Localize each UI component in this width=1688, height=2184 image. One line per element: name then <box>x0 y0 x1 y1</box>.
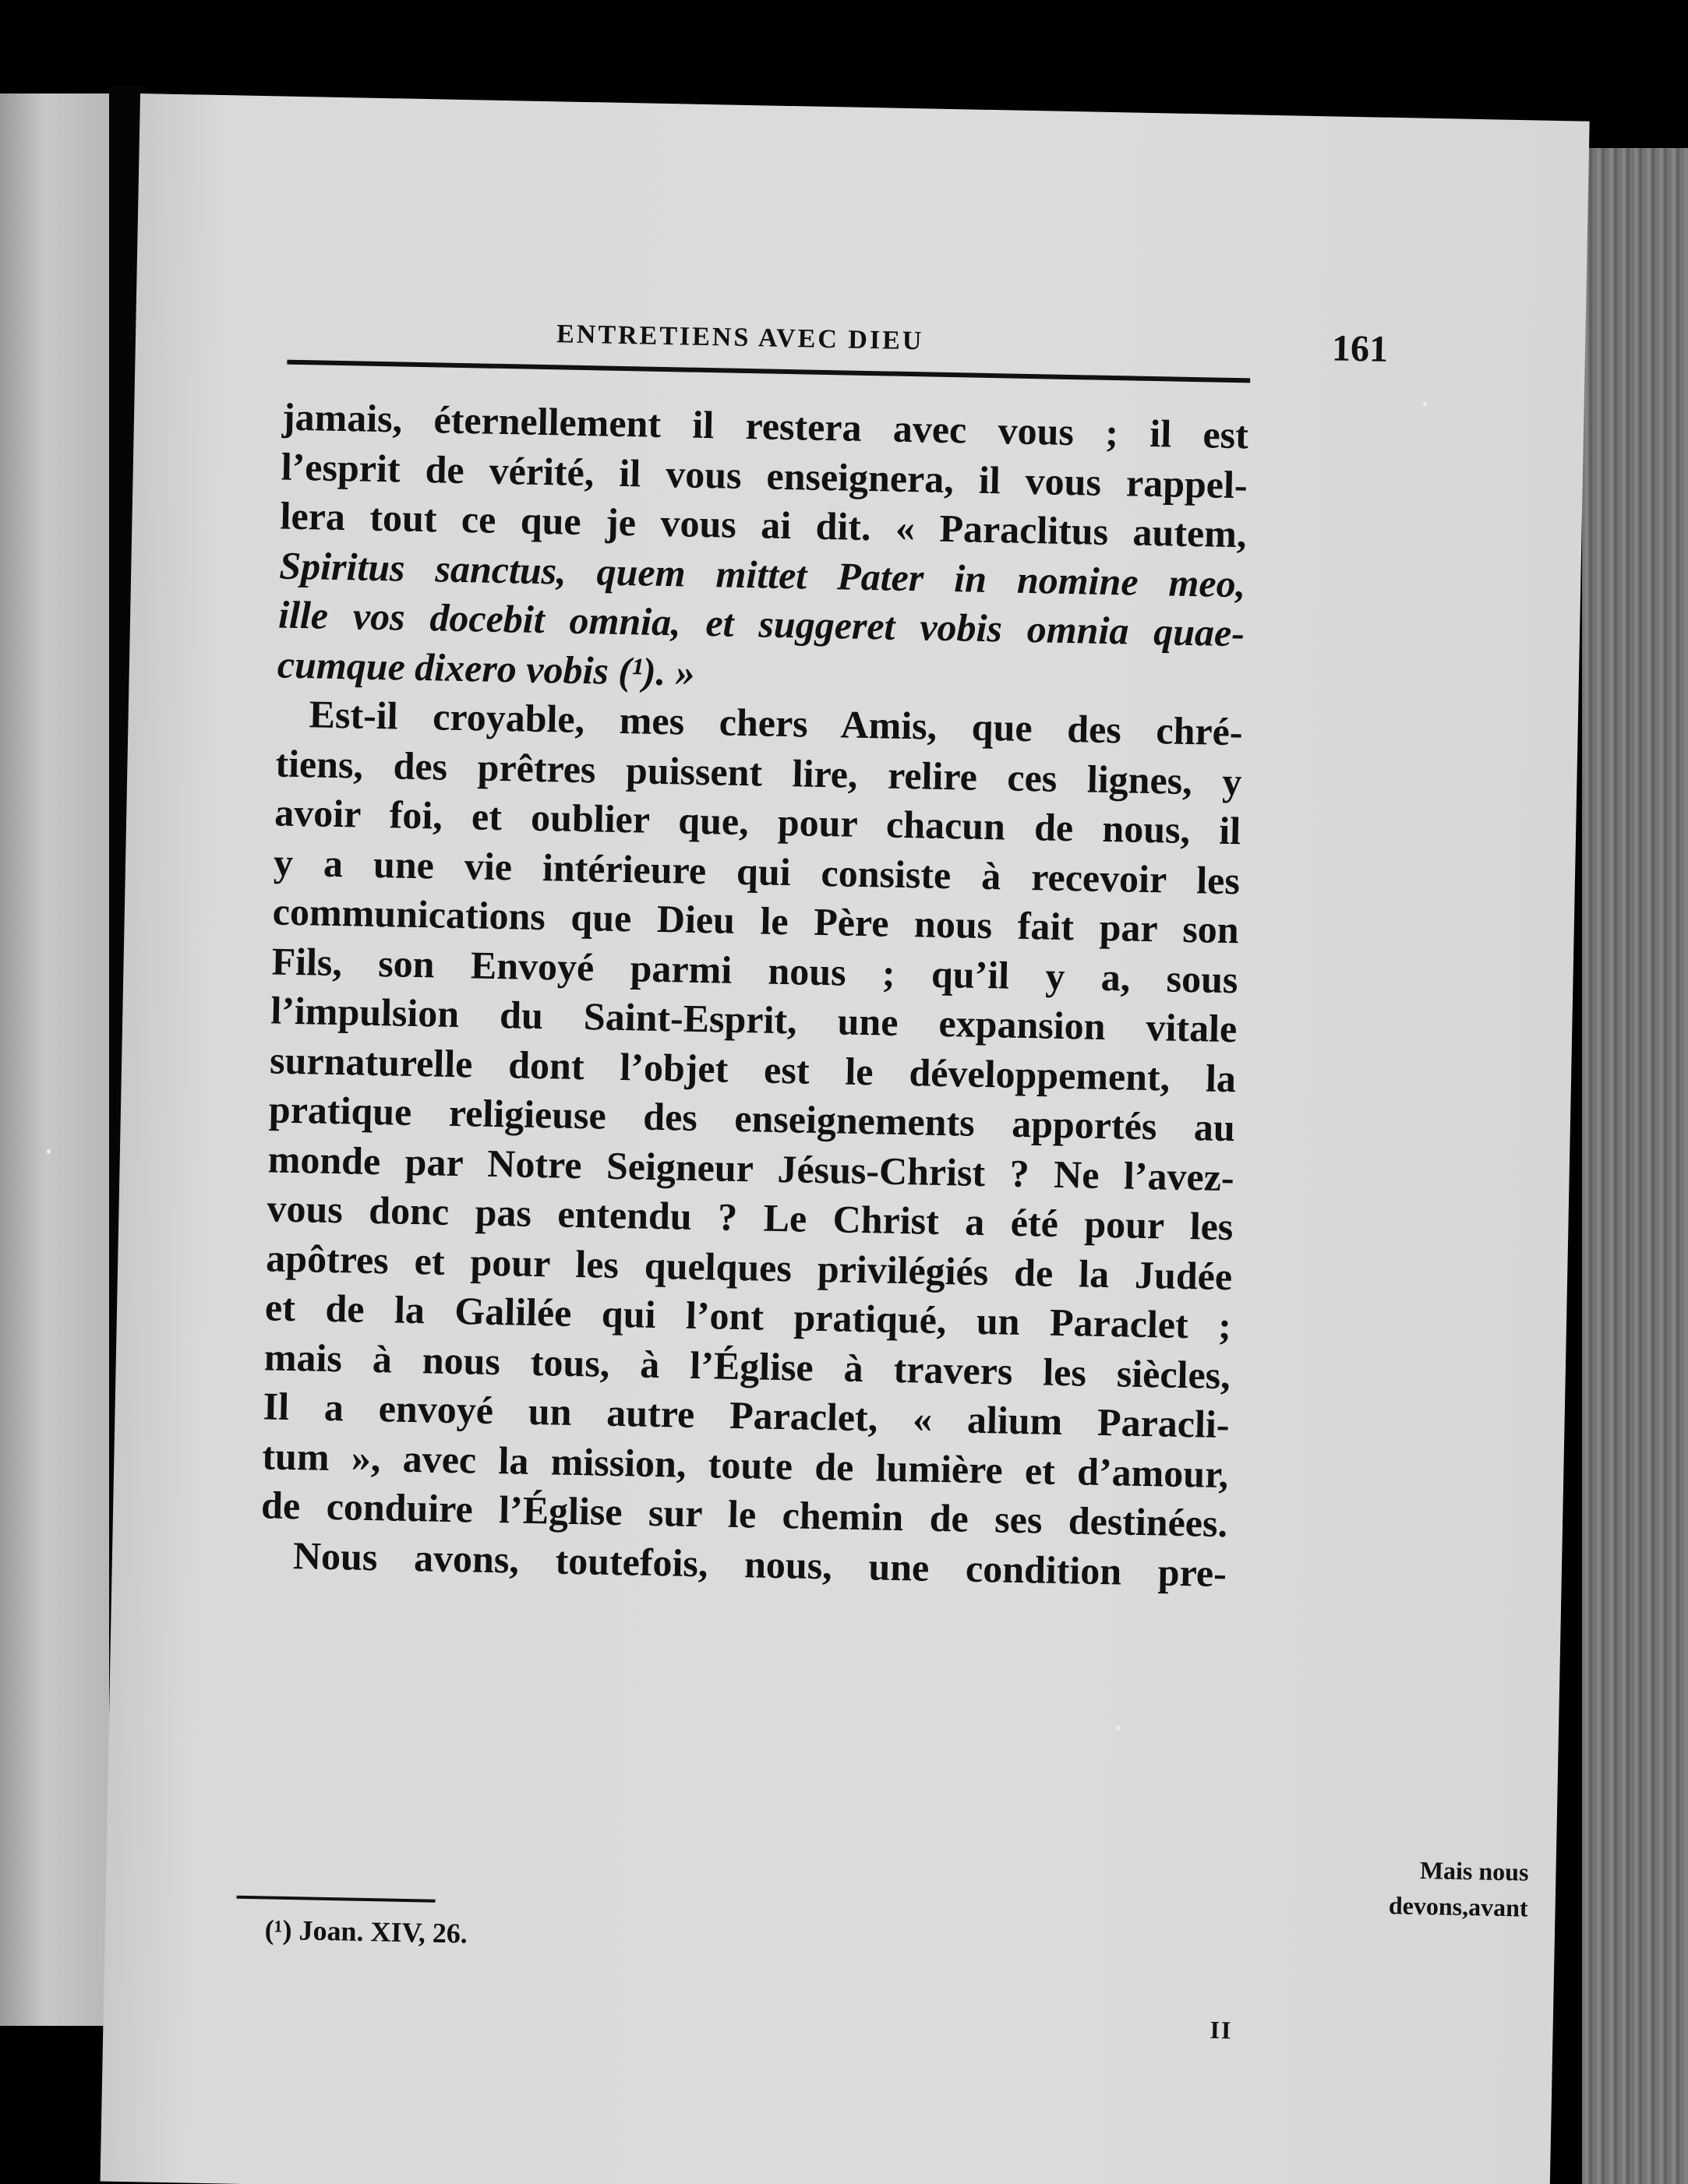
text-line: communications que Dieu le Père nous fait par son <box>272 889 1240 952</box>
text-line: Est-il croyable, mes chers Amis, que des chré- <box>309 692 1244 754</box>
text-line: apôtres et pour les quelques privilégiés de la Judée <box>265 1235 1233 1298</box>
page-number: 161 <box>1331 327 1389 370</box>
running-head: ENTRETIENS AVEC DIEU <box>556 319 924 356</box>
text-line: pratique religieuse des enseignements apportés au <box>268 1087 1236 1150</box>
scan-speck <box>47 1149 51 1154</box>
text-line: Il a envoyé un autre Paraclet, « alium Paracli- <box>263 1384 1231 1447</box>
scan-speck <box>1116 1726 1120 1731</box>
text-line: vous donc pas entendu ? Le Christ a été pour les <box>267 1186 1234 1249</box>
text-line: surnaturelle dont l’objet est le développement, la <box>269 1037 1237 1100</box>
footnote: (¹) Joan. XIV, 26. <box>264 1914 468 1949</box>
text-line: jamais, éternellement il restera avec vous ; il est <box>281 394 1249 457</box>
margin-note <box>1309 1850 1529 1925</box>
margin-note-line: Mais nous <box>1419 1855 1529 1886</box>
text-line-latin: cumque dixero vobis (¹). » <box>277 642 696 694</box>
text-line: Nous avons, toutefois, nous, une condition pre- <box>292 1533 1227 1595</box>
text-line: l’impulsion du Saint-Esprit, une expansion vitale <box>270 988 1238 1051</box>
book-page <box>101 93 1590 2184</box>
text-line: l’esprit de vérité, il vous enseignera, il vous rappel- <box>281 444 1248 506</box>
text-line-latin: ille vos docebit omnia, et suggeret vobis omnia quae- <box>277 592 1245 655</box>
text-line: lera tout ce que je vous ai dit. « Paraclitus autem, <box>280 493 1247 556</box>
text-line: tiens, des prêtres puissent lire, relire ces lignes, y <box>275 740 1242 803</box>
text-line: et de la Galilée qui l’ont pratiqué, un Paraclet ; <box>264 1285 1232 1348</box>
text-line: tum », avec la mission, toute de lumière et d’amour, <box>261 1433 1229 1496</box>
text-line: de conduire l’Église sur le chemin de ses destinées. <box>260 1483 1228 1546</box>
text-line-latin: Spiritus sanctus, quem mittet Pater in nomine meo, <box>278 543 1246 605</box>
text-line: Fils, son Envoyé parmi nous ; qu’il y a, sous <box>271 938 1238 1001</box>
text-line: avoir foi, et oublier que, pour chacun de nous, il <box>274 790 1241 853</box>
text-line: mais à nous tous, à l’Église à travers les siècles, <box>263 1334 1231 1397</box>
body-text <box>260 393 1248 1599</box>
signature-mark: II <box>1209 2015 1233 2045</box>
margin-note-line: devons,avant <box>1388 1891 1528 1922</box>
footnote-rule <box>237 1896 436 1903</box>
text-line: y a une vie intérieure qui consiste à recevoir les <box>273 839 1241 902</box>
scan-speck <box>1423 402 1427 407</box>
text-line: monde par Notre Seigneur Jésus-Christ ? Ne l’avez- <box>267 1136 1235 1199</box>
page-stack-edge <box>1582 148 1688 2184</box>
previous-page-edge <box>0 93 117 2026</box>
